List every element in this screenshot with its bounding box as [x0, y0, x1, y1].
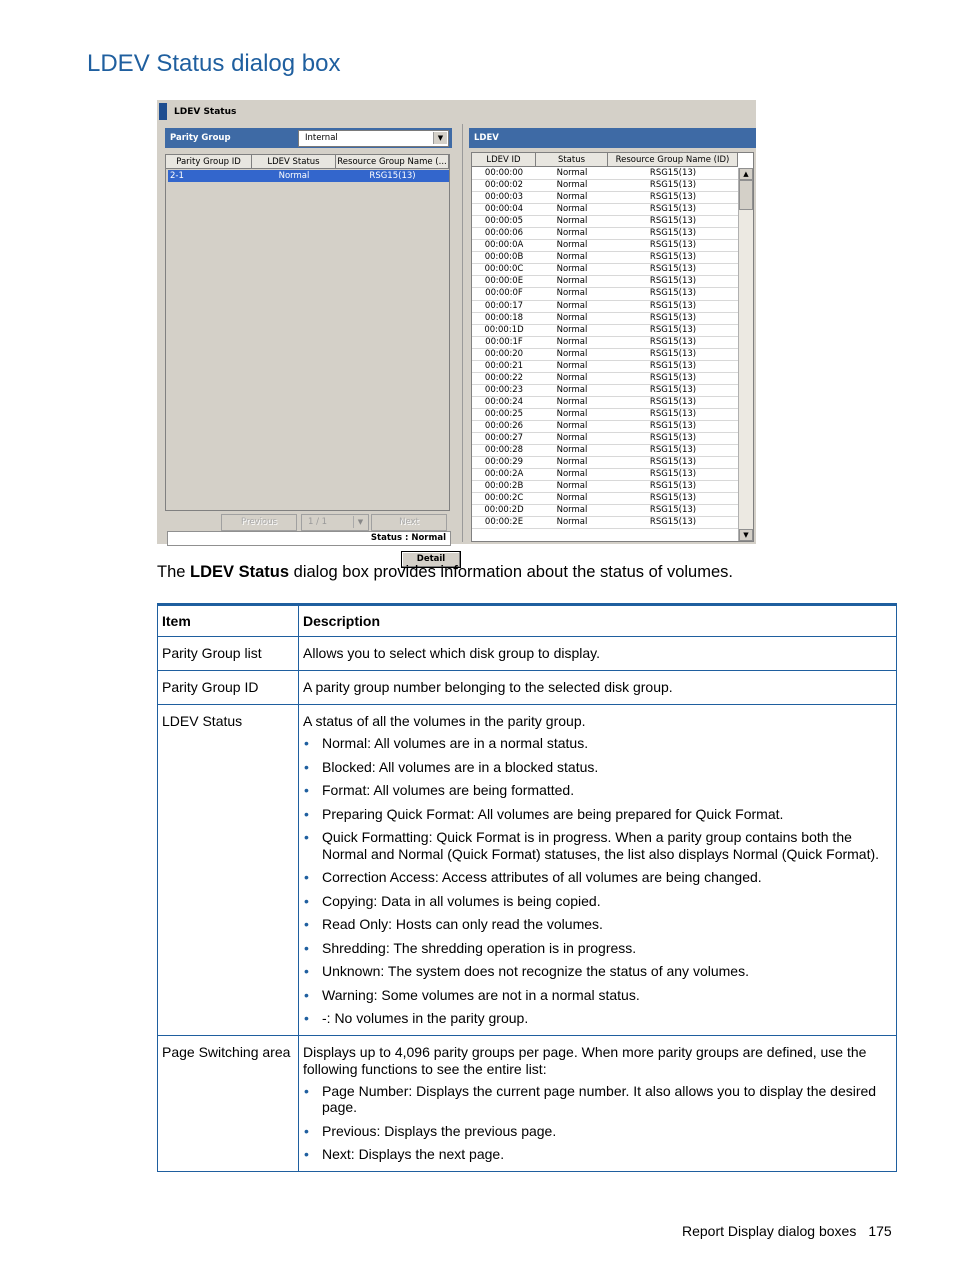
- scroll-down-icon[interactable]: ▼: [739, 529, 753, 541]
- cell-resource-group: RSG15(13): [649, 372, 697, 383]
- cell-ldev-id: 00:00:18: [484, 312, 524, 323]
- column-header[interactable]: Parity Group ID: [166, 155, 252, 169]
- item-cell: Parity Group list: [158, 637, 299, 671]
- table-row[interactable]: [168, 170, 449, 182]
- table-row: [158, 1035, 897, 1171]
- cell-status: Normal: [556, 312, 588, 323]
- cell-ldev-id: 00:00:21: [484, 360, 524, 371]
- cell-ldev-id: 00:00:2E: [484, 517, 524, 528]
- page-number-value: 1 / 1: [308, 517, 328, 527]
- cell-ldev-id: 00:00:03: [484, 192, 524, 203]
- list-item: • Blocked: All volumes are in a blocked status.: [322, 759, 892, 776]
- table-row[interactable]: [472, 349, 738, 361]
- table-row[interactable]: [472, 421, 738, 433]
- description-text: Allows you to select which disk group to display.: [303, 645, 600, 661]
- cell-status: Normal: [556, 505, 588, 516]
- column-header[interactable]: Resource Group Name (...: [336, 155, 449, 169]
- list-item: • Shredding: The shredding operation is in progress.: [322, 940, 892, 957]
- page-number: 175: [868, 1223, 892, 1239]
- page-title: LDEV Status dialog box: [87, 50, 341, 77]
- list-item: • Preparing Quick Format: All volumes are being prepared for Quick Format.: [322, 806, 892, 823]
- cell-status: Normal: [556, 517, 588, 528]
- cell-resource-group: RSG15(13): [649, 384, 697, 395]
- cell-ldev-id: 00:00:00: [484, 168, 524, 178]
- intro-text-after: dialog box provides information about the status of volumes.: [289, 563, 733, 581]
- page-number-select[interactable]: [301, 514, 369, 531]
- cell-ldev-id: 00:00:0B: [484, 252, 524, 263]
- cell-resource-group: RSG15(13): [649, 204, 697, 215]
- description-table-body: [158, 637, 897, 1172]
- cell-status: Normal: [556, 276, 588, 287]
- description-text: A parity group number belonging to the selected disk group.: [303, 679, 673, 695]
- cell-ldev-id: 00:00:23: [484, 384, 524, 395]
- cell-status: Normal: [556, 240, 588, 251]
- list-item: • Quick Formatting: Quick Format is in progress. When a parity group contains both the Normal and Normal (Quick Format) statuses, the list also displays Normal (Quick Format).: [322, 829, 892, 862]
- panel-divider[interactable]: [462, 124, 463, 542]
- cell-resource-group: RSG15(13): [649, 216, 697, 227]
- cell-resource-group: RSG15(13): [649, 517, 697, 528]
- cell-resource-group: RSG15(13): [649, 445, 697, 456]
- ldev-status-dialog-screenshot: [157, 100, 756, 564]
- description-text: A status of all the volumes in the parity group.: [303, 713, 586, 729]
- table-row[interactable]: [472, 288, 738, 300]
- cell-status: Normal: [556, 469, 588, 480]
- table-row[interactable]: [472, 505, 738, 517]
- cell-status: Normal: [556, 372, 588, 383]
- cell-ldev-id: 00:00:0C: [484, 264, 524, 275]
- cell-status: Normal: [556, 348, 588, 359]
- column-header[interactable]: Status: [536, 153, 608, 167]
- list-item: • Page Number: Displays the current page number. It also allows you to display the desired page.: [322, 1083, 892, 1116]
- cell-status: Normal: [556, 252, 588, 263]
- cell-status: Normal: [556, 336, 588, 347]
- next-button[interactable]: Next: [371, 514, 447, 531]
- cell-ldev-id: 00:00:06: [484, 228, 524, 239]
- chevron-down-icon[interactable]: ▼: [353, 516, 367, 528]
- title-accent: [159, 103, 167, 120]
- cell-status: Normal: [556, 408, 588, 419]
- list-item: • Unknown: The system does not recognize the status of any volumes.: [322, 963, 892, 980]
- cell-ldev-id: 00:00:22: [484, 372, 524, 383]
- cell-resource-group: RSG15(13): [649, 228, 697, 239]
- item-cell: Parity Group ID: [158, 671, 299, 705]
- table-row[interactable]: [472, 252, 738, 264]
- cell-ldev-id: 00:00:0F: [485, 288, 523, 299]
- cell-resource-group: RSG15(13): [649, 240, 697, 251]
- header-description: Description: [299, 605, 897, 637]
- table-row[interactable]: [472, 481, 738, 493]
- cell-ldev-id: 00:00:1D: [484, 324, 524, 335]
- cell-ldev-id: 00:00:27: [484, 433, 524, 444]
- parity-group-list-header: [166, 155, 449, 169]
- table-row[interactable]: [472, 433, 738, 445]
- list-item: • Normal: All volumes are in a normal status.: [322, 735, 892, 752]
- cell-status: Normal: [556, 180, 588, 191]
- table-row[interactable]: [472, 180, 738, 192]
- table-row: [158, 637, 897, 671]
- table-row[interactable]: [472, 517, 738, 529]
- cell-resource-group: RSG15(13): [649, 336, 697, 347]
- cell-ldev-id: 00:00:05: [484, 216, 524, 227]
- cell-status: Normal: [556, 216, 588, 227]
- cell-status: Normal: [556, 300, 588, 311]
- cell-resource-group: RSG15(13): [649, 192, 697, 203]
- cell-status: Normal: [556, 288, 588, 299]
- cell-ldev-id: 00:00:02: [484, 180, 524, 191]
- cell-parity-group-id: 2-1: [170, 171, 184, 181]
- cell-ldev-id: 00:00:2D: [484, 505, 524, 516]
- cell-status: Normal: [556, 420, 588, 431]
- scroll-up-icon[interactable]: ▲: [739, 168, 753, 180]
- cell-ldev-id: 00:00:17: [484, 300, 524, 311]
- table-row[interactable]: [472, 361, 738, 373]
- cell-ldev-id: 00:00:0A: [484, 240, 524, 251]
- parity-group-bar: [165, 128, 452, 148]
- cell-resource-group: RSG15(13): [649, 300, 697, 311]
- table-header-row: [158, 605, 897, 637]
- cell-status: Normal: [556, 264, 588, 275]
- status-text: Status : Normal: [370, 533, 446, 543]
- table-row[interactable]: [472, 204, 738, 216]
- description-cell: [299, 1035, 897, 1171]
- cell-resource-group: RSG15(13): [649, 469, 697, 480]
- table-row[interactable]: [472, 469, 738, 481]
- parity-group-value: Internal: [305, 133, 338, 143]
- cell-ldev-id: 00:00:2B: [484, 481, 524, 492]
- cell-resource-group: RSG15(13): [649, 324, 697, 335]
- cell-status: Normal: [556, 457, 588, 468]
- cell-resource-group: RSG15(13): [649, 168, 697, 178]
- description-table: [157, 603, 897, 1172]
- list-item: • Read Only: Hosts can only read the volumes.: [322, 916, 892, 933]
- list-item: • Next: Displays the next page.: [322, 1146, 892, 1163]
- cell-status: Normal: [556, 493, 588, 504]
- cell-status: Normal: [556, 228, 588, 239]
- description-text: Displays up to 4,096 parity groups per page. When more parity groups are defined, use the following functions to see the entire list:: [303, 1043, 867, 1077]
- intro-paragraph: [157, 563, 733, 582]
- table-row[interactable]: [472, 301, 738, 313]
- cell-resource-group: RSG15(13): [369, 171, 416, 181]
- column-header[interactable]: LDEV Status: [252, 155, 336, 169]
- intro-text-before: The: [157, 563, 191, 581]
- cell-status: Normal: [556, 433, 588, 444]
- cell-ldev-id: 00:00:2C: [484, 493, 524, 504]
- cell-ldev-id: 00:00:04: [484, 204, 524, 215]
- list-item: • Format: All volumes are being formatted.: [322, 782, 892, 799]
- intro-bold-term: LDEV Status: [190, 563, 290, 581]
- ldev-title: LDEV: [474, 133, 499, 143]
- dialog-title: LDEV Status: [174, 107, 237, 117]
- description-cell: [299, 671, 897, 705]
- bullet-list: [303, 1083, 892, 1163]
- cell-status: Normal: [556, 192, 588, 203]
- table-row[interactable]: [472, 337, 738, 349]
- ldev-bar: [469, 128, 756, 148]
- cell-status: Normal: [556, 168, 588, 178]
- table-row[interactable]: [472, 313, 738, 325]
- cell-ldev-id: 00:00:29: [484, 457, 524, 468]
- cell-resource-group: RSG15(13): [649, 481, 697, 492]
- scroll-thumb[interactable]: [739, 180, 753, 210]
- cell-ldev-id: 00:00:0E: [484, 276, 524, 287]
- cell-status: Normal: [556, 481, 588, 492]
- vertical-scrollbar[interactable]: [738, 168, 753, 541]
- list-item: • Correction Access: Access attributes of all volumes are being changed.: [322, 869, 892, 886]
- table-row[interactable]: [472, 168, 738, 180]
- dialog-title-bar: [157, 100, 756, 124]
- status-line: [167, 531, 451, 546]
- cell-resource-group: RSG15(13): [649, 276, 697, 287]
- detail-button[interactable]: Detail: [401, 551, 461, 568]
- chevron-down-icon[interactable]: ▼: [433, 132, 447, 144]
- list-item: • Previous: Displays the previous page.: [322, 1123, 892, 1140]
- cell-resource-group: RSG15(13): [649, 360, 697, 371]
- cell-ldev-id: 00:00:26: [484, 420, 524, 431]
- table-row[interactable]: [472, 409, 738, 421]
- cell-resource-group: RSG15(13): [649, 312, 697, 323]
- table-row[interactable]: [472, 373, 738, 385]
- table-row[interactable]: [472, 457, 738, 469]
- table-row[interactable]: [472, 228, 738, 240]
- cell-ldev-id: 00:00:1F: [485, 336, 523, 347]
- parity-group-select[interactable]: [298, 130, 449, 147]
- parity-group-list: [165, 154, 450, 511]
- cell-resource-group: RSG15(13): [649, 420, 697, 431]
- table-row[interactable]: [472, 276, 738, 288]
- cell-resource-group: RSG15(13): [649, 264, 697, 275]
- table-row[interactable]: [472, 240, 738, 252]
- cell-ldev-id: 00:00:28: [484, 445, 524, 456]
- cell-resource-group: RSG15(13): [649, 288, 697, 299]
- table-row[interactable]: [472, 445, 738, 457]
- cell-ldev-id: 00:00:2A: [484, 469, 524, 480]
- cell-resource-group: RSG15(13): [649, 348, 697, 359]
- parity-group-label: Parity Group: [170, 133, 231, 143]
- table-row: [158, 671, 897, 705]
- bullet-list: [303, 735, 892, 1027]
- table-row[interactable]: [472, 385, 738, 397]
- cell-ldev-id: 00:00:25: [484, 408, 524, 419]
- cell-resource-group: RSG15(13): [649, 408, 697, 419]
- cell-ldev-id: 00:00:20: [484, 348, 524, 359]
- cell-resource-group: RSG15(13): [649, 433, 697, 444]
- cell-status: Normal: [556, 396, 588, 407]
- table-row[interactable]: [472, 264, 738, 276]
- table-row[interactable]: [472, 325, 738, 337]
- ldev-list-header: [472, 153, 738, 167]
- table-row[interactable]: [472, 192, 738, 204]
- table-row[interactable]: [472, 216, 738, 228]
- cell-status: Normal: [556, 324, 588, 335]
- table-row[interactable]: [472, 397, 738, 409]
- cell-ldev-status: Normal: [278, 171, 310, 181]
- item-cell: LDEV Status: [158, 705, 299, 1036]
- cell-resource-group: RSG15(13): [649, 457, 697, 468]
- column-header[interactable]: LDEV ID: [472, 153, 536, 167]
- item-cell: Page Switching area: [158, 1035, 299, 1171]
- column-header[interactable]: Resource Group Name (ID): [608, 153, 738, 167]
- table-row: [158, 705, 897, 1036]
- cell-resource-group: RSG15(13): [649, 493, 697, 504]
- list-item: • -: No volumes in the parity group.: [322, 1010, 892, 1027]
- cell-status: Normal: [556, 204, 588, 215]
- ldev-rows: [472, 168, 738, 529]
- cell-resource-group: RSG15(13): [649, 505, 697, 516]
- cell-status: Normal: [556, 360, 588, 371]
- cell-resource-group: RSG15(13): [649, 180, 697, 191]
- header-item: Item: [158, 605, 299, 637]
- ldev-panel: [469, 128, 756, 540]
- cell-resource-group: RSG15(13): [649, 396, 697, 407]
- description-cell: [299, 637, 897, 671]
- footer-section: Report Display dialog boxes: [682, 1223, 857, 1239]
- cell-status: Normal: [556, 445, 588, 456]
- description-cell: [299, 705, 897, 1036]
- previous-button[interactable]: Previous: [221, 514, 297, 531]
- ldev-list: [471, 152, 754, 542]
- page-footer: [682, 1223, 892, 1239]
- cell-ldev-id: 00:00:24: [484, 396, 524, 407]
- cell-status: Normal: [556, 384, 588, 395]
- cell-resource-group: RSG15(13): [649, 252, 697, 263]
- list-item: • Copying: Data in all volumes is being copied.: [322, 893, 892, 910]
- parity-group-panel: [165, 128, 452, 564]
- list-item: • Warning: Some volumes are not in a normal status.: [322, 987, 892, 1004]
- table-row[interactable]: [472, 493, 738, 505]
